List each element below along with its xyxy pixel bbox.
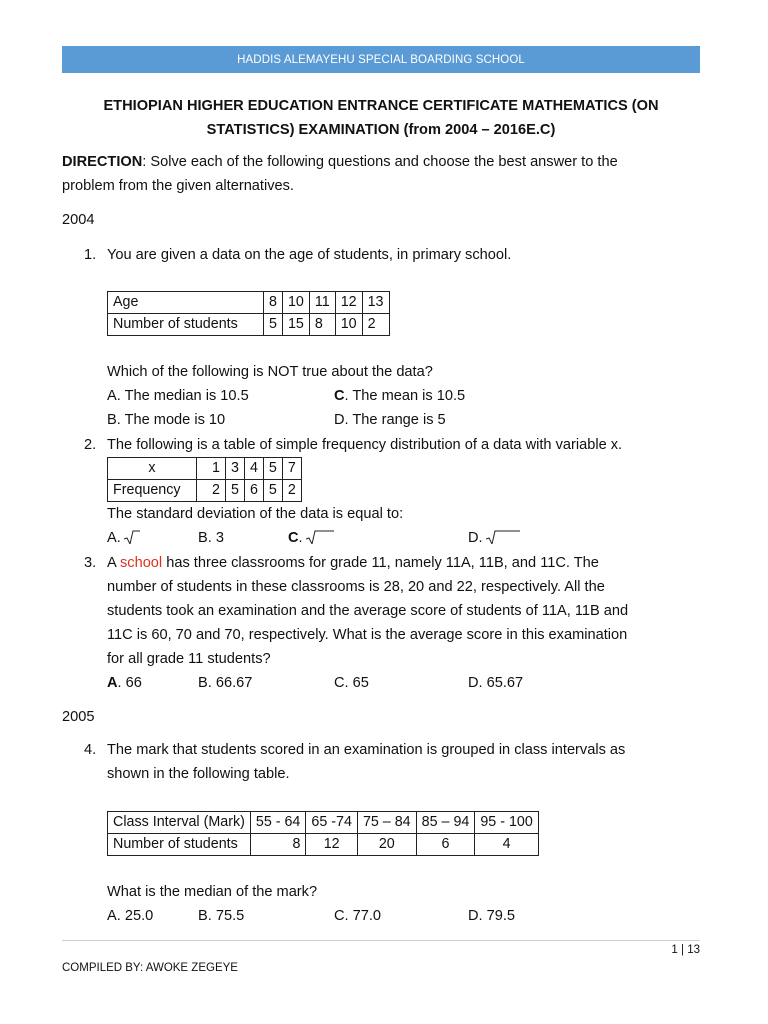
table-cell: Class Interval (Mark)	[108, 812, 251, 834]
table-cell: 6	[244, 480, 263, 502]
footer-divider	[62, 940, 700, 941]
square-root-icon	[486, 530, 520, 544]
q2-table	[107, 457, 302, 502]
page-number: 1 | 13	[671, 944, 700, 956]
q1-option-a: A. The median is 10.5	[107, 388, 249, 404]
table-cell: 75 – 84	[357, 812, 416, 834]
q2-option-b: B. 3	[198, 530, 224, 546]
school-name: HADDIS ALEMAYEHU SPECIAL BOARDING SCHOOL	[237, 53, 525, 66]
q2-text: The following is a table of simple frequency distribution of a data with variable x.	[107, 437, 623, 453]
q3-option-a-text: . 66	[117, 675, 142, 691]
table-cell: 12	[335, 292, 362, 314]
table-cell: 20	[357, 834, 416, 856]
table-cell: Number of students	[108, 834, 251, 856]
document-title	[62, 94, 700, 142]
table-cell: 5	[264, 314, 283, 336]
q3-number: 3.	[84, 555, 97, 571]
table-row	[108, 292, 390, 314]
table-row	[108, 834, 539, 856]
square-root-icon	[306, 530, 334, 544]
table-cell: 3	[226, 458, 245, 480]
q4-option-a: A. 25.0	[107, 908, 154, 924]
table-cell: 5	[226, 480, 245, 502]
q1-option-c-text: . The mean is 10.5	[344, 388, 466, 404]
q4-line-1: The mark that students scored in an examination is grouped in class intervals as	[107, 742, 626, 758]
table-row	[108, 458, 302, 480]
q2-prompt: The standard deviation of the data is equal to:	[107, 506, 404, 522]
table-cell: Age	[108, 292, 264, 314]
direction-label: DIRECTION	[62, 154, 143, 170]
table-cell: 10	[282, 292, 309, 314]
table-cell: 2	[197, 480, 226, 502]
table-row	[108, 314, 390, 336]
table-cell: 13	[362, 292, 389, 314]
q1-number: 1.	[84, 247, 97, 263]
table-cell: 55 - 64	[250, 812, 306, 834]
q3-option-b: B. 66.67	[198, 675, 253, 691]
q2-option-c-letter: C	[288, 530, 299, 546]
q1-option-c	[334, 386, 465, 406]
table-cell: 8	[309, 314, 335, 336]
table-cell: 12	[306, 834, 358, 856]
q3-option-a-letter: A	[107, 675, 118, 691]
q4-table	[107, 811, 539, 856]
title-line-2: STATISTICS) EXAMINATION (from 2004 – 2016E.C)	[206, 122, 556, 138]
table-cell: 15	[282, 314, 309, 336]
table-cell: 5	[263, 458, 282, 480]
q1-text: You are given a data on the age of students, in primary school.	[107, 247, 512, 263]
table-cell: Frequency	[108, 480, 197, 502]
table-cell: 85 – 94	[416, 812, 475, 834]
table-cell: Number of students	[108, 314, 264, 336]
table-cell: 65 -74	[306, 812, 358, 834]
table-cell: x	[108, 458, 197, 480]
table-cell: 95 - 100	[475, 812, 538, 834]
q2-option-a	[107, 528, 140, 548]
q2-option-d-label: D.	[468, 530, 483, 546]
q1-option-d: D. The range is 5	[334, 412, 446, 428]
direction-text-2: problem from the given alternatives.	[62, 178, 294, 194]
title-line-1: ETHIOPIAN HIGHER EDUCATION ENTRANCE CERTIFICATE MATHEMATICS (ON	[103, 98, 659, 114]
table-cell: 8	[250, 834, 306, 856]
q3-line-1	[107, 553, 599, 573]
q1-option-c-letter: C	[334, 388, 345, 404]
q3-line-4: 11C is 60, 70 and 70, respectively. What is the average score in this examination	[107, 627, 628, 643]
table-cell: 10	[335, 314, 362, 336]
table-cell: 11	[309, 292, 335, 314]
q2-option-d	[468, 528, 520, 548]
q1-option-b: B. The mode is 10	[107, 412, 226, 428]
q3-line-5: for all grade 11 students?	[107, 651, 271, 667]
q4-line-2: shown in the following table.	[107, 766, 290, 782]
q3-line-1-b: has three classrooms for grade 11, namely 11A, 11B, and 11C. The	[162, 555, 599, 571]
table-cell: 2	[282, 480, 301, 502]
q3-option-c: C. 65	[334, 675, 369, 691]
q4-option-c: C. 77.0	[334, 908, 382, 924]
q1-table	[107, 291, 390, 336]
header-band	[62, 46, 700, 73]
table-row	[108, 812, 539, 834]
direction-line-1	[62, 152, 618, 172]
q3-line-1-a: A	[107, 555, 120, 571]
q3-line-3: students took an examination and the average score of students of 11A, 11B and	[107, 603, 629, 619]
square-root-icon	[124, 530, 140, 544]
q1-prompt: Which of the following is NOT true about the data?	[107, 364, 433, 380]
year-2004: 2004	[62, 212, 95, 228]
table-row	[108, 480, 302, 502]
footer-compiled-by: COMPILED BY: AWOKE ZEGEYE	[62, 962, 238, 974]
q3-school-word: school	[119, 555, 163, 571]
q4-option-b: B. 75.5	[198, 908, 245, 924]
table-cell: 5	[263, 480, 282, 502]
table-cell: 2	[362, 314, 389, 336]
q3-option-d: D. 65.67	[468, 675, 524, 691]
q4-option-d: D. 79.5	[468, 908, 516, 924]
q2-number: 2.	[84, 437, 97, 453]
table-cell: 4	[244, 458, 263, 480]
q4-number: 4.	[84, 742, 97, 758]
table-cell: 6	[416, 834, 475, 856]
direction-text-1: : Solve each of the following questions and choose the best answer to the	[142, 154, 618, 170]
q3-line-2: number of students in these classrooms is 28, 20 and 22, respectively. All the	[107, 579, 605, 595]
q2-option-c-dot: .	[298, 530, 303, 546]
q3-option-a	[107, 673, 142, 693]
table-cell: 1	[197, 458, 226, 480]
table-cell: 8	[264, 292, 283, 314]
q2-option-a-label: A.	[107, 530, 121, 546]
table-cell: 7	[282, 458, 301, 480]
q2-option-c	[288, 528, 334, 548]
q4-prompt: What is the median of the mark?	[107, 884, 318, 900]
year-2005: 2005	[62, 709, 95, 725]
table-cell: 4	[475, 834, 538, 856]
